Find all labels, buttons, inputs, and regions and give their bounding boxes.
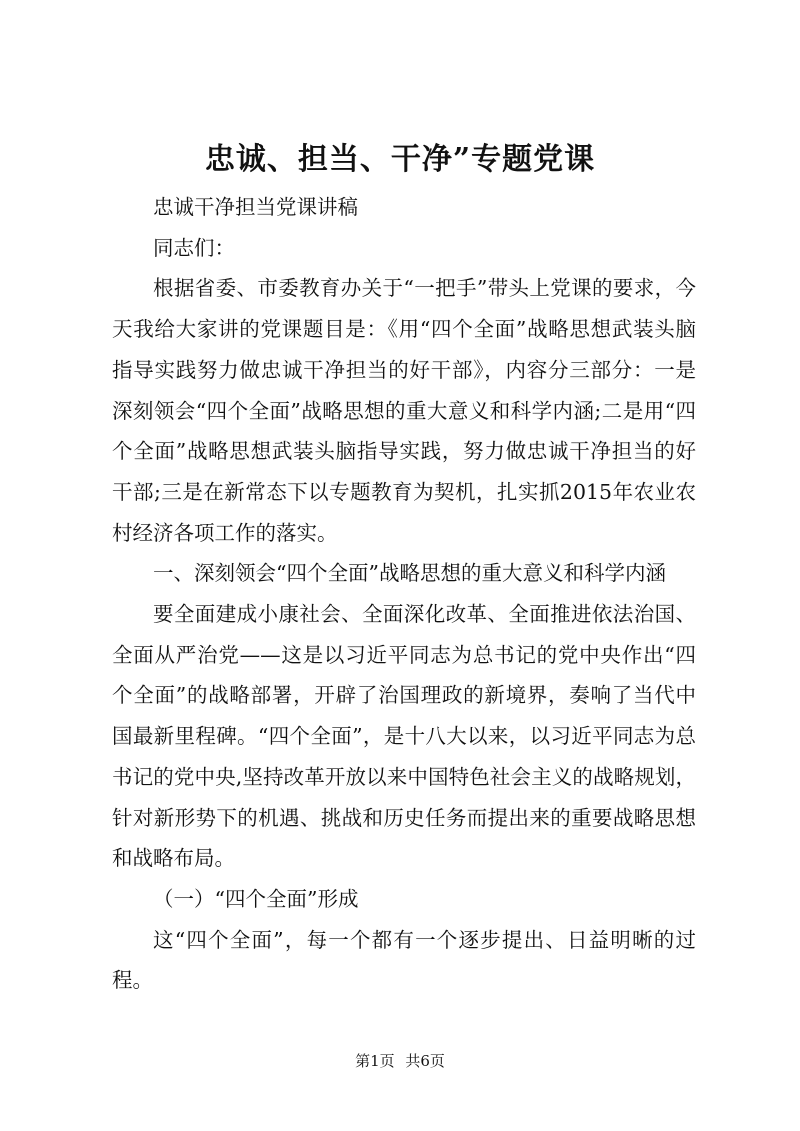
document-title: 忠诚、担当、干净”专题党课 (204, 142, 596, 177)
salutation-paragraph: 同志们： (153, 235, 235, 260)
subtitle-paragraph: 忠诚干净担当党课讲稿 (153, 195, 358, 219)
body-paragraph: 要全面建成小康社会、全面深化改革、全面推进依法治国、全面从严治党——这是以习近平同志为总书记的党中央作出“四个全面”的战略部署，开辟了治国理政的新境界，奏响了当代中国最新里程碑。“四个全面”，是十八大以来，以习近平同志为总书记的党中央,坚持改革开放以来中国特色社会主义的战略规划，针对新形势下的机遇、挑战和历史任务而提出来的重要战略思想和战略布局。 (112, 602, 696, 871)
subsection-heading: （一）“四个全面”形成 (153, 886, 359, 911)
document-body (112, 187, 696, 1001)
body-paragraph-2: 这“四个全面”，每一个都有一个逐步提出、日益明晰的过程。 (112, 927, 696, 993)
page-number: 第1页 共6页 (355, 1052, 445, 1070)
section-heading: 一、深刻领会“四个全面”战略思想的重大意义和科学内涵 (153, 561, 666, 586)
intro-paragraph: 根据省委、市委教育办关于“一把手”带头上党课的要求，今天我给大家讲的党课题目是：《用“四个全面”战略思想武装头脑指导实践努力做忠诚干净担当的好干部》，内容分三部分：一是深刻领会“四个全面”战略思想的重大意义和科学内涵;二是用“四个全面”战略思想武装头脑指导实践，努力做忠诚干净担当的好干部;三是在新常态下以专题教育为契机，扎实抓2015年农业农村经济各项工作的落实。 (112, 276, 696, 545)
